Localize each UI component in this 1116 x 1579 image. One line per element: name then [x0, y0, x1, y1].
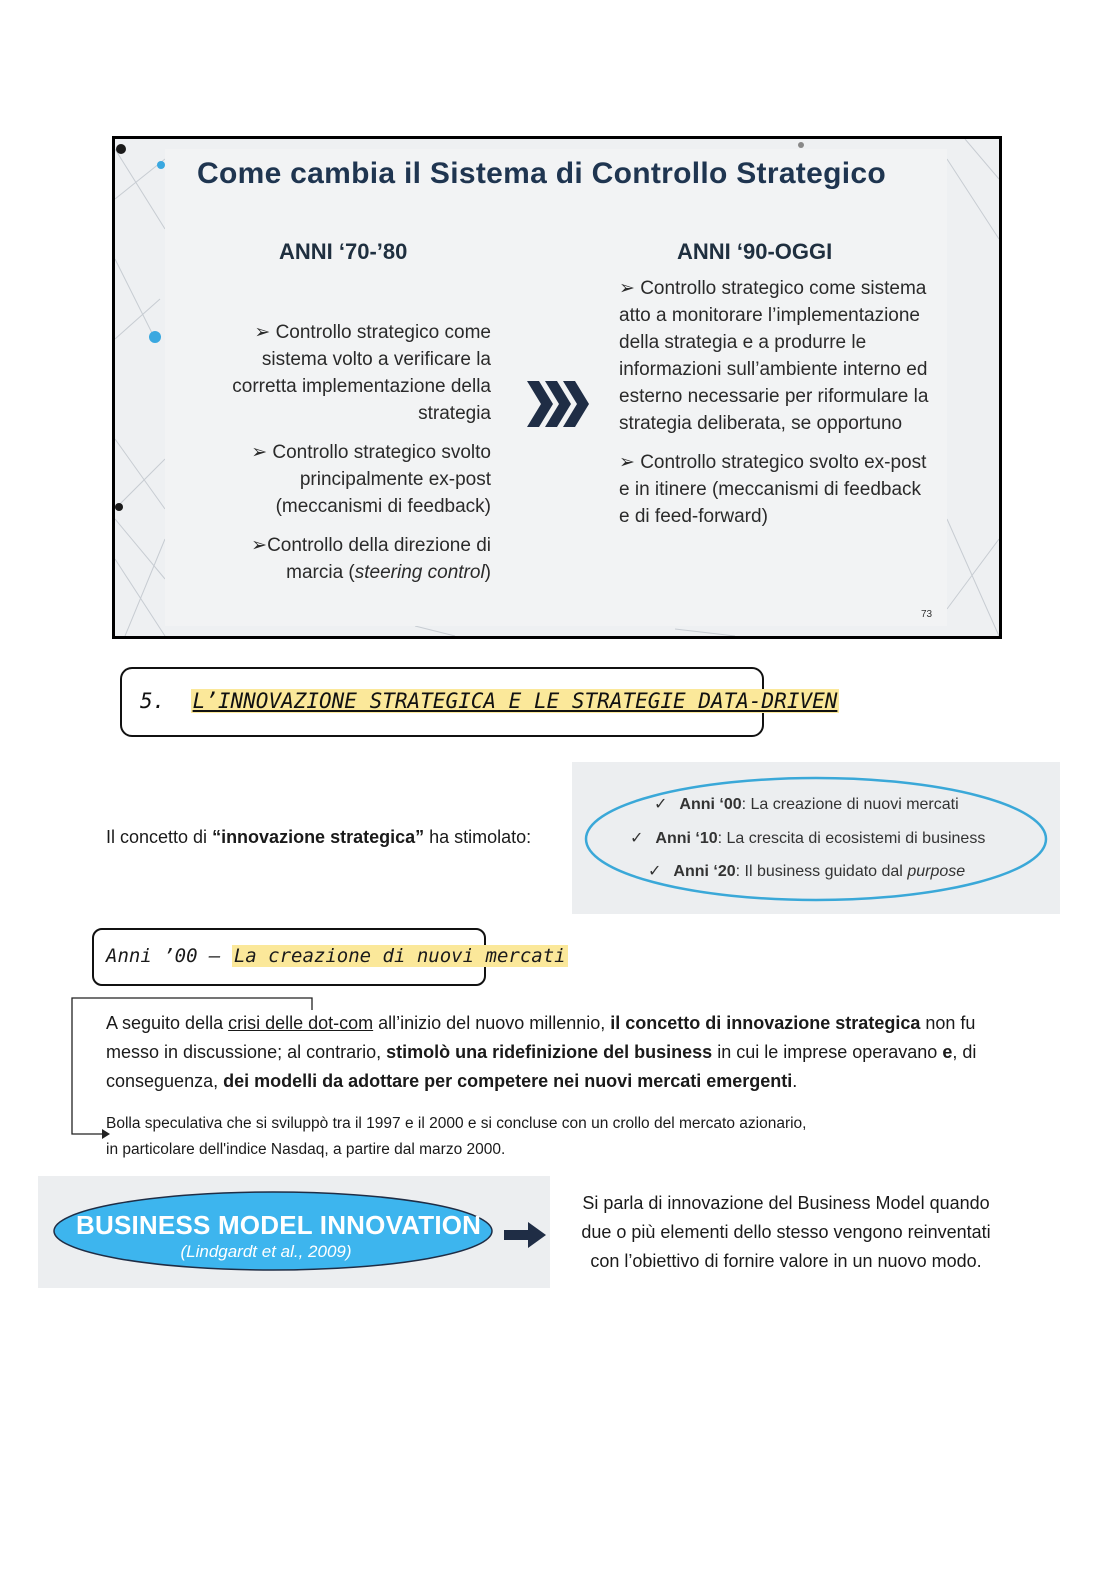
bullet-arrow-icon: ➢ [251, 535, 268, 556]
decade-item-20: ✓ Anni ‘20: Il business guidato dal purpose [648, 863, 966, 880]
dotcom-footnote: Bolla speculativa che si sviluppò tra il 1997 e il 2000 e si concluse con un crollo del mercato azionario, in particolare dell'indice Nasdaq, a partire dal marzo 2000. [106, 1115, 807, 1158]
bmi-description: Si parla di innovazione del Business Model quando due o più elementi dello stesso vengono reinventati con l’obiettivo di fornire valore in un nuovo modo. [581, 1193, 991, 1271]
slide-image [112, 136, 1002, 639]
left-item-1: ➢ Controllo strategico come sistema volto a verificare la corretta implementazione della strategia [232, 322, 491, 424]
bullet-arrow-icon: ➢ [619, 452, 635, 473]
decade-item-10: ✓ Anni ‘10: La crescita di ecosistemi di business [630, 830, 986, 847]
check-icon: ✓ [648, 863, 662, 880]
section-heading [140, 689, 839, 713]
bullet-arrow-icon: ➢ [251, 442, 268, 463]
right-item-1: ➢ Controllo strategico come sistema atto a monitorare l’implementazione della strategia e a produrre le informazioni sull’ambiente interno ed esterno necessarie per riformulare la strategia deliberata, se opportuno [619, 278, 929, 434]
right-column-list [619, 275, 929, 542]
check-icon: ✓ [630, 830, 644, 847]
bmi-citation: (Lindgardt et al., 2009) [180, 1242, 352, 1261]
bullet-arrow-icon: ➢ [254, 322, 271, 343]
slide-title: Come cambia il Sistema di Controllo Strategico [197, 157, 886, 190]
section-heading-box [120, 667, 838, 737]
anni-00-highlight: La creazione di nuovi mercati [233, 945, 566, 967]
left-column-heading: ANNI ‘70-’80 [279, 239, 408, 264]
section-number: 5. [140, 689, 166, 713]
left-item-3: ➢Controllo della direzione di marcia (steering control) [251, 535, 491, 583]
triple-chevron-icon [527, 381, 589, 427]
section-title: L’INNOVAZIONE STRATEGICA E LE STRATEGIE DATA-DRIVEN [192, 689, 838, 713]
arrow-right-icon [504, 1222, 546, 1248]
dotcom-paragraph: A seguito della crisi delle dot-com all’inizio del nuovo millennio, il concetto di innovazione strategica non fu messo in discussione; al contrario, stimolò una ridefinizione del business in cui le imprese operavano e, di conseguenza, dei modelli da adottare per competere nei nuovi mercati emergenti. [106, 1013, 977, 1091]
check-icon: ✓ [654, 796, 668, 813]
anni-00-heading-box [92, 928, 566, 986]
decades-oval-panel [572, 762, 1060, 914]
anni-00-heading: Anni ’00 – La creazione di nuovi mercati [106, 945, 566, 967]
left-column-list [211, 319, 491, 598]
concept-sentence: Il concetto di “innovazione strategica” ha stimolato: [106, 827, 532, 847]
bmi-title: BUSINESS MODEL INNOVATION [76, 1210, 482, 1240]
bmi-panel [38, 1176, 550, 1288]
left-item-2: ➢ Controllo strategico svolto principalmente ex-post (meccanismi di feedback) [251, 442, 491, 517]
right-column-heading: ANNI ‘90-OGGI [677, 239, 833, 264]
bullet-arrow-icon: ➢ [619, 278, 635, 299]
slide-page-number: 73 [921, 609, 933, 620]
dotcom-crisis-term: crisi delle dot-com [228, 1013, 374, 1033]
decade-item-00: ✓ Anni ‘00: La creazione di nuovi mercati [654, 796, 959, 813]
right-item-2: ➢ Controllo strategico svolto ex-post e in itinere (meccanismi di feedback e di feed-forward) [619, 452, 927, 527]
